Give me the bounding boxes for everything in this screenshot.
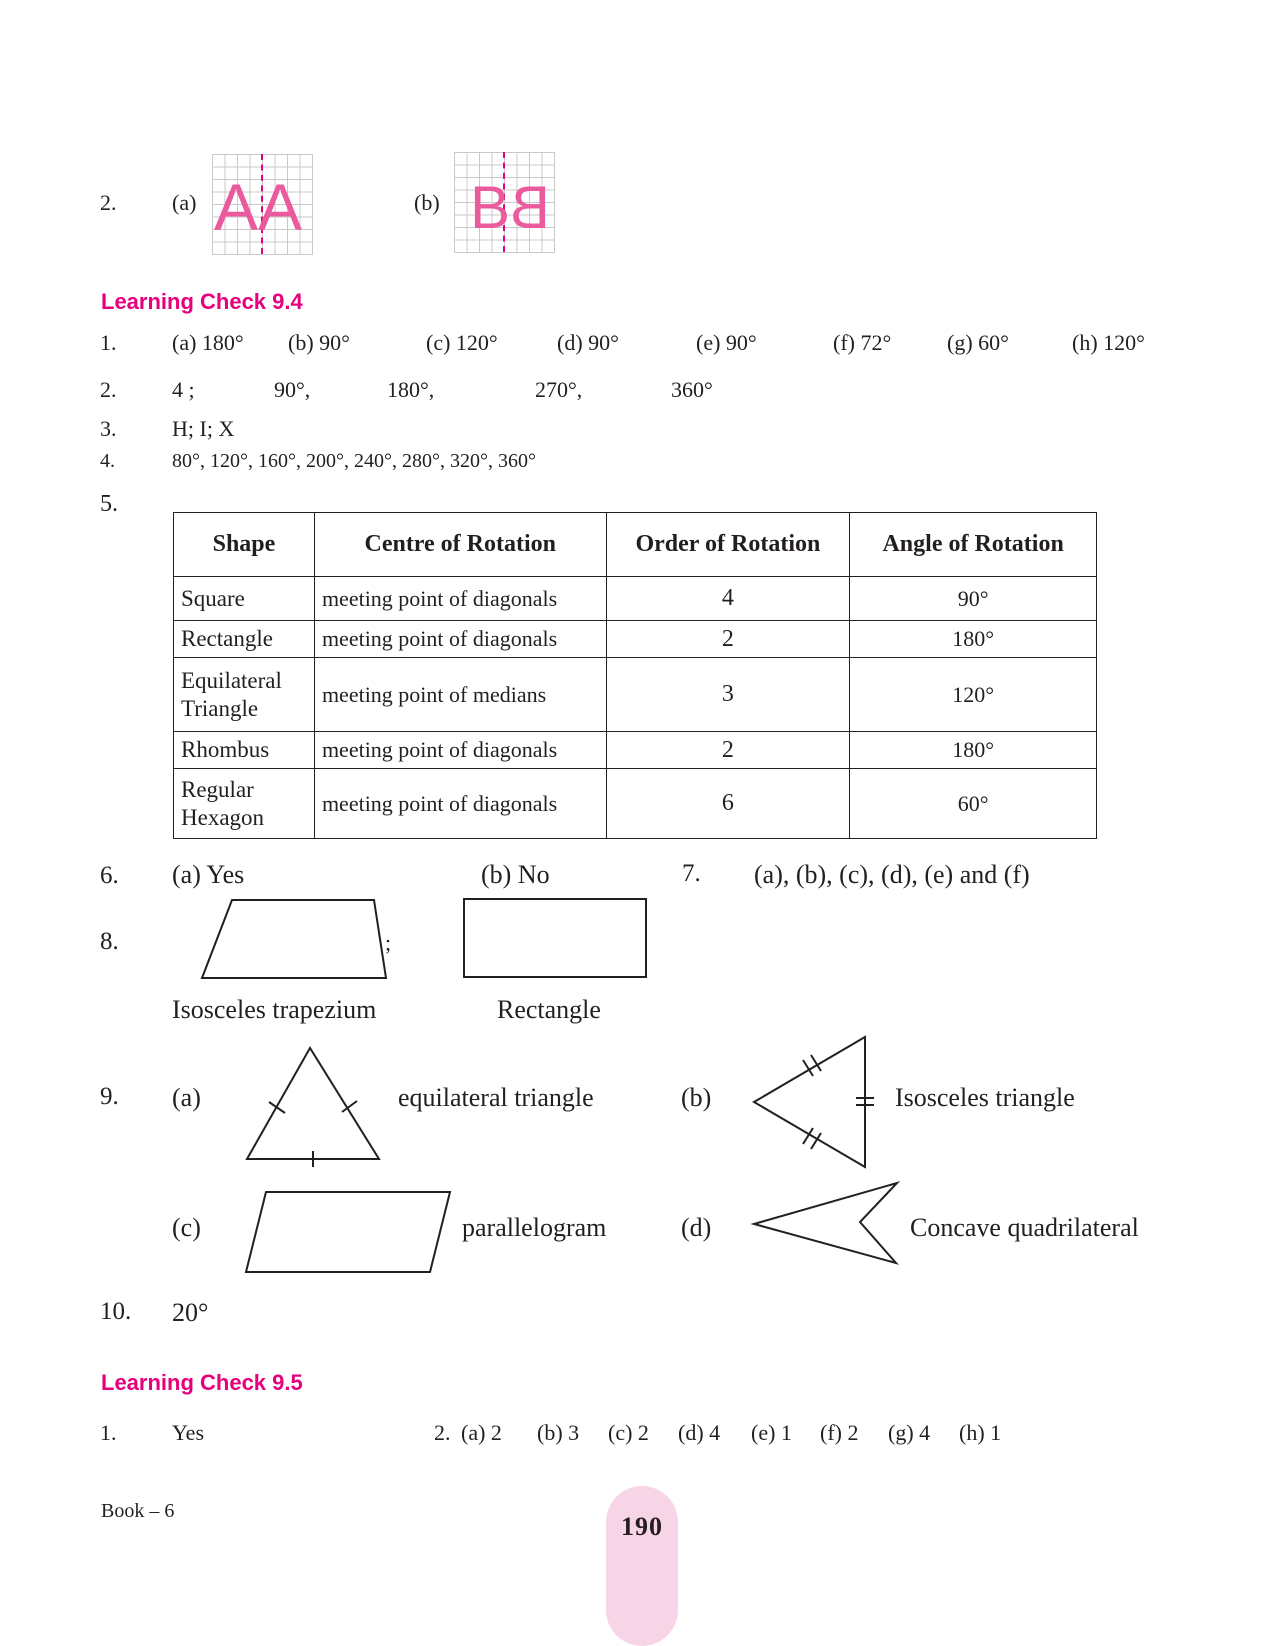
table-row — [174, 621, 1097, 658]
question-number: 4. — [100, 450, 115, 472]
section-heading: Learning Check 9.4 — [101, 289, 303, 314]
angle-cell: 120° — [850, 658, 1097, 732]
order-cell: 6 — [606, 769, 850, 839]
shape-label: Isosceles trapezium — [172, 995, 377, 1024]
page-number: 190 — [621, 1512, 663, 1541]
answer-e: (e) 1 — [751, 1420, 792, 1445]
answer-a: (a) Yes — [172, 860, 245, 889]
answer-value: 360° — [671, 377, 713, 402]
isosceles-trapezium-figure — [200, 898, 390, 980]
answer-e: (e) 90° — [696, 330, 757, 355]
shape-cell: Rhombus — [174, 732, 315, 769]
grid-figure-a — [212, 154, 313, 255]
rectangle-shape — [464, 899, 646, 977]
answer-value: 90°, — [274, 377, 311, 402]
centre-cell: meeting point of diagonals — [314, 577, 606, 621]
question-number: 8. — [100, 928, 119, 955]
answer-text: Yes — [172, 1420, 205, 1445]
part-label: (d) — [681, 1213, 712, 1242]
angle-cell: 180° — [850, 621, 1097, 658]
question-number: 2. — [100, 190, 117, 215]
answer-b: (b) 90° — [288, 330, 350, 355]
column-header: Angle of Rotation — [850, 513, 1097, 577]
shape-cell: Regular Hexagon — [174, 769, 315, 839]
centre-cell: meeting point of diagonals — [314, 621, 606, 658]
answer-c: (c) 2 — [608, 1420, 649, 1445]
shape-label: Concave quadrilateral — [910, 1213, 1139, 1242]
mirrored-letter: B — [510, 174, 551, 241]
question-number: 6. — [100, 862, 119, 889]
order-cell: 2 — [606, 732, 850, 769]
answer-h: (h) 1 — [959, 1420, 1002, 1445]
question-number: 1. — [100, 1420, 117, 1445]
answer-value: 180°, — [387, 377, 435, 402]
question-number: 5. — [100, 491, 118, 517]
part-label: (a) — [172, 1083, 201, 1112]
tick-mark — [269, 1102, 285, 1113]
book-label: Book – 6 — [101, 1500, 175, 1522]
table-row — [174, 769, 1097, 839]
answer-text: 80°, 120°, 160°, 200°, 240°, 280°, 320°, 360° — [172, 450, 536, 472]
question-number: 7. — [682, 860, 701, 887]
order-cell: 3 — [606, 658, 850, 732]
answer-value: 4 ; — [172, 377, 195, 402]
centre-cell: meeting point of diagonals — [314, 732, 606, 769]
answer-h: (h) 120° — [1072, 330, 1145, 355]
concave-quadrilateral-figure — [752, 1181, 902, 1265]
mirrored-letters-b — [470, 174, 551, 241]
grid-figure-b — [454, 152, 555, 253]
column-header: Order of Rotation — [606, 513, 850, 577]
question-number: 3. — [100, 416, 117, 441]
shape-label: Rectangle — [497, 995, 601, 1024]
shape-label: equilateral triangle — [398, 1083, 594, 1112]
shape-cell: Square — [174, 577, 315, 621]
shape-label: parallelogram — [462, 1213, 607, 1242]
question-number: 10. — [100, 1298, 132, 1325]
answer-g: (g) 4 — [888, 1420, 931, 1445]
section-heading: Learning Check 9.5 — [101, 1370, 303, 1395]
column-header: Centre of Rotation — [314, 513, 606, 577]
question-number: 1. — [100, 330, 117, 355]
column-header: Shape — [174, 513, 315, 577]
parallelogram-figure — [244, 1190, 454, 1274]
table-header-row — [174, 513, 1097, 577]
answer-a: (a) 2 — [461, 1420, 502, 1445]
answer-c: (c) 120° — [426, 330, 498, 355]
answer-b: (b) 3 — [537, 1420, 580, 1445]
table-row — [174, 658, 1097, 732]
part-label: (b) — [681, 1083, 712, 1112]
answer-g: (g) 60° — [947, 330, 1009, 355]
question-number: 2. — [100, 377, 117, 402]
trapezium-shape — [202, 900, 386, 978]
answer-text: H; I; X — [172, 416, 235, 441]
isosceles-triangle-figure — [752, 1034, 872, 1170]
question-number: 2. — [434, 1420, 451, 1445]
answer-value: 270°, — [535, 377, 583, 402]
answer-text: 20° — [172, 1298, 209, 1327]
answer-d: (d) 4 — [678, 1420, 721, 1445]
order-cell: 4 — [606, 577, 850, 621]
mirrored-letters-a: AA — [214, 170, 303, 244]
answer-f: (f) 72° — [833, 330, 892, 355]
part-label: (c) — [172, 1213, 201, 1242]
part-label: (b) — [414, 190, 440, 215]
centre-cell: meeting point of medians — [314, 658, 606, 732]
shape-label: Isosceles triangle — [895, 1083, 1075, 1112]
shape-cell: Rectangle — [174, 621, 315, 658]
triangle-shape — [754, 1037, 865, 1167]
answer-f: (f) 2 — [820, 1420, 859, 1445]
concave-shape — [754, 1183, 897, 1263]
order-cell: 2 — [606, 621, 850, 658]
answer-a: (a) 180° — [172, 330, 244, 355]
letter: B — [470, 174, 511, 241]
equilateral-triangle-figure — [245, 1045, 385, 1163]
rectangle-figure — [462, 897, 648, 979]
separator: ; — [385, 930, 392, 955]
answer-b: (b) No — [481, 860, 550, 889]
answer-text: (a), (b), (c), (d), (e) and (f) — [754, 860, 1030, 889]
triangle-shape — [247, 1048, 379, 1159]
angle-cell: 60° — [850, 769, 1097, 839]
table-row — [174, 577, 1097, 621]
angle-cell: 180° — [850, 732, 1097, 769]
page-number-badge — [606, 1486, 678, 1646]
part-label: (a) — [172, 190, 197, 215]
rotation-table — [173, 512, 1097, 839]
answer-d: (d) 90° — [557, 330, 619, 355]
centre-cell: meeting point of diagonals — [314, 769, 606, 839]
table-row — [174, 732, 1097, 769]
parallelogram-shape — [246, 1192, 450, 1272]
angle-cell: 90° — [850, 577, 1097, 621]
question-number: 9. — [100, 1083, 119, 1110]
shape-cell: Equilateral Triangle — [174, 658, 315, 732]
